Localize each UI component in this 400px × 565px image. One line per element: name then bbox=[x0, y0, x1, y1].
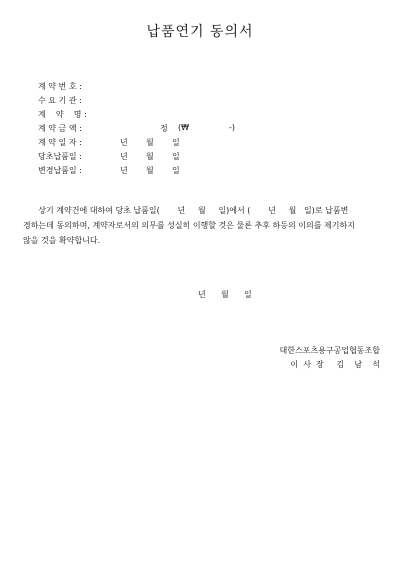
field-original-delivery-label: 당초납품일 : bbox=[38, 152, 82, 161]
contract-date-month: 월 bbox=[146, 138, 154, 147]
original-delivery-day: 일 bbox=[172, 152, 180, 161]
field-changed-delivery-label: 변경납품일 : bbox=[38, 166, 82, 175]
consent-body-line: 경하는데 동의하며, 계약자로서의 의무를 성실히 이행할 것은 물론 추후 하등의 이의를 제기하지 bbox=[23, 221, 355, 230]
field-contract-date-label: 계 약 일 자 : bbox=[38, 138, 82, 147]
amount-currency-close: -) bbox=[229, 123, 236, 132]
document-title: 납품연기 동의서 bbox=[146, 24, 254, 40]
field-contract-number-label: 계 약 번 호 : bbox=[38, 82, 82, 91]
signature-organization: 대한스포츠용구공업협동조합 bbox=[279, 346, 380, 355]
contract-date-day: 일 bbox=[172, 138, 180, 147]
amount-currency-open: (₩ bbox=[178, 123, 190, 132]
field-contract-name-label: 계 약 명 : bbox=[38, 110, 87, 119]
amount-unit: 정 bbox=[160, 124, 168, 133]
contract-date-year: 년 bbox=[120, 138, 128, 147]
consent-body-line: 않을 것을 확약합니다. bbox=[23, 236, 101, 245]
original-delivery-month: 월 bbox=[146, 152, 154, 161]
changed-delivery-day: 일 bbox=[172, 166, 180, 175]
changed-delivery-month: 월 bbox=[146, 166, 154, 175]
field-contract-amount-label: 계 약 금 액 : bbox=[38, 124, 82, 133]
consent-body-line: 상기 계약건에 대하여 당초 납품일( 년 월 일)에서 ( 년 월 일)로 납품변 bbox=[23, 206, 349, 215]
signature-representative: 이 사 장 김 남 석 bbox=[290, 360, 380, 369]
changed-delivery-year: 년 bbox=[120, 166, 128, 175]
consent-body bbox=[23, 203, 385, 248]
field-demand-agency-label: 수 요 기 관 : bbox=[38, 96, 82, 105]
signing-date: 년 월 일 bbox=[198, 290, 252, 299]
original-delivery-year: 년 bbox=[120, 152, 128, 161]
